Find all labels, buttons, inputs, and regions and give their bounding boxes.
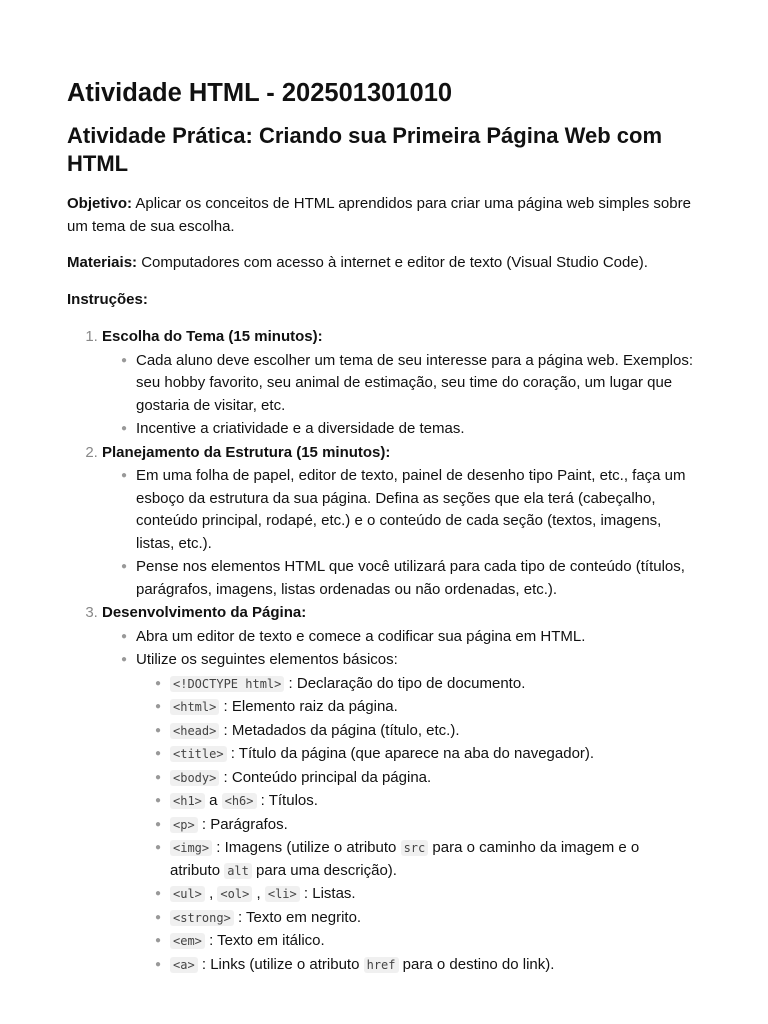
element-description: a — [204, 792, 222, 809]
element-item — [155, 720, 704, 743]
element-description: : Texto em negrito. — [233, 908, 362, 926]
element-description: : Elemento raiz da página. — [219, 698, 398, 715]
bullet-icon: ● — [155, 842, 162, 853]
objetivo-text: Aplicar os conceitos de HTML aprendidos para criar uma página web simples sobre um tema de sua escolha. — [67, 195, 691, 235]
bullet-icon: ● — [155, 888, 162, 899]
code-snippet: <p> — [170, 817, 198, 833]
bullet-icon: ● — [155, 911, 162, 923]
code-snippet: <em> — [170, 933, 205, 949]
code-snippet: <ol> — [217, 886, 252, 902]
list-item — [121, 350, 704, 418]
bullet-icon: ● — [155, 677, 162, 689]
element-description: : Parágrafos. — [197, 815, 288, 833]
element-item — [155, 743, 704, 766]
code-snippet: <!DOCTYPE html> — [170, 676, 284, 692]
code-snippet: src — [401, 840, 429, 856]
element-item — [155, 673, 704, 696]
list-item — [121, 418, 704, 441]
code-snippet: <ul> — [170, 886, 205, 902]
element-description: : Título da página (que aparece na aba do navegador). — [226, 745, 595, 762]
list-item-text: Abra um editor de texto e comece a codificar sua página em HTML. — [136, 627, 586, 645]
element-item — [155, 696, 704, 719]
activity-subtitle: Atividade Prática: Criando sua Primeira Página Web com HTML — [67, 123, 662, 176]
bullet-icon: ● — [121, 654, 128, 665]
element-description: : Conteúdo principal da página. — [219, 768, 432, 786]
element-description: para uma descrição). — [251, 861, 397, 879]
element-item — [155, 883, 704, 906]
code-snippet: <html> — [170, 699, 219, 715]
code-snippet: <h6> — [222, 793, 257, 809]
element-description: : Links (utilize o atributo — [197, 955, 364, 973]
bullet-icon: ● — [121, 470, 128, 481]
list-item-text: Incentive a criatividade e a diversidade de temas. — [136, 420, 465, 437]
step-item — [102, 602, 704, 976]
code-snippet: alt — [224, 863, 252, 879]
element-item — [155, 767, 704, 790]
element-item — [155, 790, 704, 813]
code-snippet: <img> — [170, 840, 212, 856]
bullet-icon: ● — [121, 630, 128, 642]
code-snippet: href — [364, 957, 399, 973]
bullet-icon: ● — [155, 935, 162, 946]
instrucoes-heading — [67, 289, 707, 312]
element-description: : Imagens (utilize o atributo — [212, 839, 401, 856]
html-elements-list — [136, 673, 704, 977]
list-item-text: Utilize os seguintes elementos básicos: — [136, 651, 398, 668]
list-item-text: Pense nos elementos HTML que você utilizará para cada tipo de conteúdo (títulos, parágrafos, imagens, listas ordenadas ou não ordenadas, etc.). — [136, 558, 685, 598]
objetivo-label: Objetivo: — [67, 195, 133, 212]
materiais-label: Materiais: — [67, 254, 138, 271]
code-snippet: <title> — [170, 746, 227, 762]
element-description: : Declaração do tipo de documento. — [284, 674, 526, 692]
bullet-icon: ● — [155, 724, 162, 736]
step-title: Desenvolvimento da Página: — [102, 604, 307, 621]
list-item — [121, 626, 704, 649]
element-item — [155, 907, 704, 930]
list-item-text: Cada aluno deve escolher um tema de seu interesse para a página web. Exemplos: seu hobby favorito, seu animal de estimação, seu time do coração, um lugar que gostaria de visitar, etc. — [136, 351, 693, 414]
bullet-icon: ● — [121, 354, 128, 366]
step-sublist — [102, 350, 704, 441]
element-description: , — [252, 885, 265, 902]
bullet-icon: ● — [155, 771, 162, 783]
step-item — [102, 442, 704, 602]
objetivo-paragraph — [67, 193, 707, 238]
bullet-icon: ● — [155, 818, 162, 830]
step-sublist — [102, 465, 704, 601]
bullet-icon: ● — [155, 958, 162, 970]
element-description: para o caminho da imagem e o atributo — [170, 839, 640, 879]
element-item — [155, 930, 704, 953]
instructions-list — [67, 326, 704, 976]
code-snippet: <body> — [170, 770, 219, 786]
element-description: : Listas. — [299, 885, 356, 902]
list-item — [121, 649, 704, 976]
materiais-paragraph — [67, 252, 707, 275]
bullet-icon: ● — [121, 423, 128, 434]
element-item — [155, 837, 670, 882]
materiais-text: Computadores com acesso à internet e editor de texto (Visual Studio Code). — [137, 254, 648, 271]
bullet-icon: ● — [121, 561, 128, 572]
code-snippet: <strong> — [170, 910, 234, 926]
element-description: : Texto em itálico. — [204, 932, 325, 949]
bullet-icon: ● — [155, 701, 162, 712]
instrucoes-label: Instruções: — [67, 290, 148, 308]
element-description: : Metadados da página (título, etc.). — [219, 721, 460, 739]
list-item — [121, 556, 704, 601]
list-item-text: Em uma folha de papel, editor de texto, painel de desenho tipo Paint, etc., faça um esboço da estrutura da sua página. Defina as seções que ela terá (cabeçalho, conteúdo principal, rodapé, etc.) e o conteúdo de cada seção (textos, imagens, listas, etc.). — [136, 467, 686, 552]
element-description: , — [204, 885, 218, 902]
element-item — [155, 814, 704, 837]
element-description: : Títulos. — [256, 792, 318, 809]
code-snippet: <head> — [170, 723, 219, 739]
document-title: Atividade HTML - 202501301010 — [67, 79, 453, 107]
step-title: Planejamento da Estrutura (15 minutos): — [102, 443, 391, 461]
step-item — [102, 326, 704, 441]
element-description: para o destino do link). — [398, 955, 555, 973]
step-title: Escolha do Tema (15 minutos): — [102, 328, 323, 345]
bullet-icon: ● — [155, 795, 162, 806]
code-snippet: <a> — [170, 957, 198, 973]
bullet-icon: ● — [155, 748, 162, 759]
code-snippet: <li> — [265, 886, 300, 902]
code-snippet: <h1> — [170, 793, 205, 809]
element-item — [155, 954, 704, 977]
step-sublist — [102, 626, 704, 977]
list-item — [121, 465, 704, 555]
